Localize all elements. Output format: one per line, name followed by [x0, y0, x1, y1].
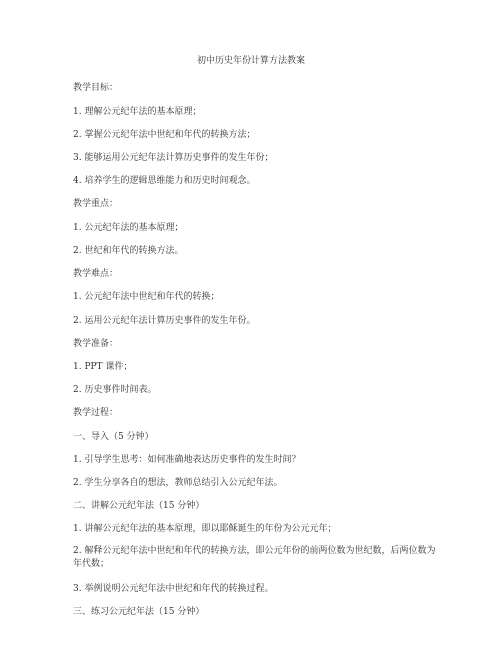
section-heading-objectives: 教学目标： [73, 83, 119, 93]
preparation-item-2: 2. 历史事件时间表。 [73, 385, 157, 395]
objective-item-1: 1. 理解公元纪年法的基本原理； [73, 107, 202, 117]
process-lecture-item-2: 2. 解释公元纪年法中世纪和年代的转换方法，即公元年份的前两位数为世纪数，后两位数为年代数； [73, 546, 436, 569]
process-step-practice-heading: 三、练习公元纪年法（15 分钟） [73, 607, 205, 617]
section-heading-difficulties: 教学难点： [73, 269, 119, 279]
section-heading-preparation: 教学准备： [73, 339, 119, 349]
document-title: 初中历史年份计算方法教案 [196, 56, 305, 66]
objective-item-3: 3. 能够运用公元纪年法计算历史事件的发生年份； [73, 153, 274, 163]
process-intro-item-1: 1. 引导学生思考：如何准确地表达历史事件的发生时间？ [73, 455, 301, 465]
section-heading-process: 教学过程： [73, 408, 119, 418]
process-lecture-item-3: 3. 举例说明公元纪年法中世纪和年代的转换过程。 [73, 584, 274, 594]
objective-item-4: 4. 培养学生的逻辑思维能力和历史时间观念。 [73, 176, 256, 186]
process-step-intro-heading: 一、导入（5 分钟） [73, 432, 154, 442]
process-intro-item-2: 2. 学生分享各自的想法，教师总结引入公元纪年法。 [73, 478, 283, 488]
process-lecture-item-1: 1. 讲解公元纪年法的基本原理，即以耶稣诞生的年份为公元元年； [73, 524, 337, 534]
key-point-item-1: 1. 公元纪年法的基本原理； [73, 223, 184, 233]
process-step-lecture-heading: 二、讲解公元纪年法（15 分钟） [73, 501, 205, 511]
preparation-item-1: 1. PPT 课件； [73, 362, 133, 372]
key-point-item-2: 2. 世纪和年代的转换方法。 [73, 246, 184, 256]
difficulty-item-2: 2. 运用公元纪年法计算历史事件的发生年份。 [73, 316, 256, 326]
section-heading-key-points: 教学重点： [73, 199, 119, 209]
objective-item-2: 2. 掌握公元纪年法中世纪和年代的转换方法； [73, 130, 256, 140]
difficulty-item-1: 1. 公元纪年法中世纪和年代的转换； [73, 292, 220, 302]
